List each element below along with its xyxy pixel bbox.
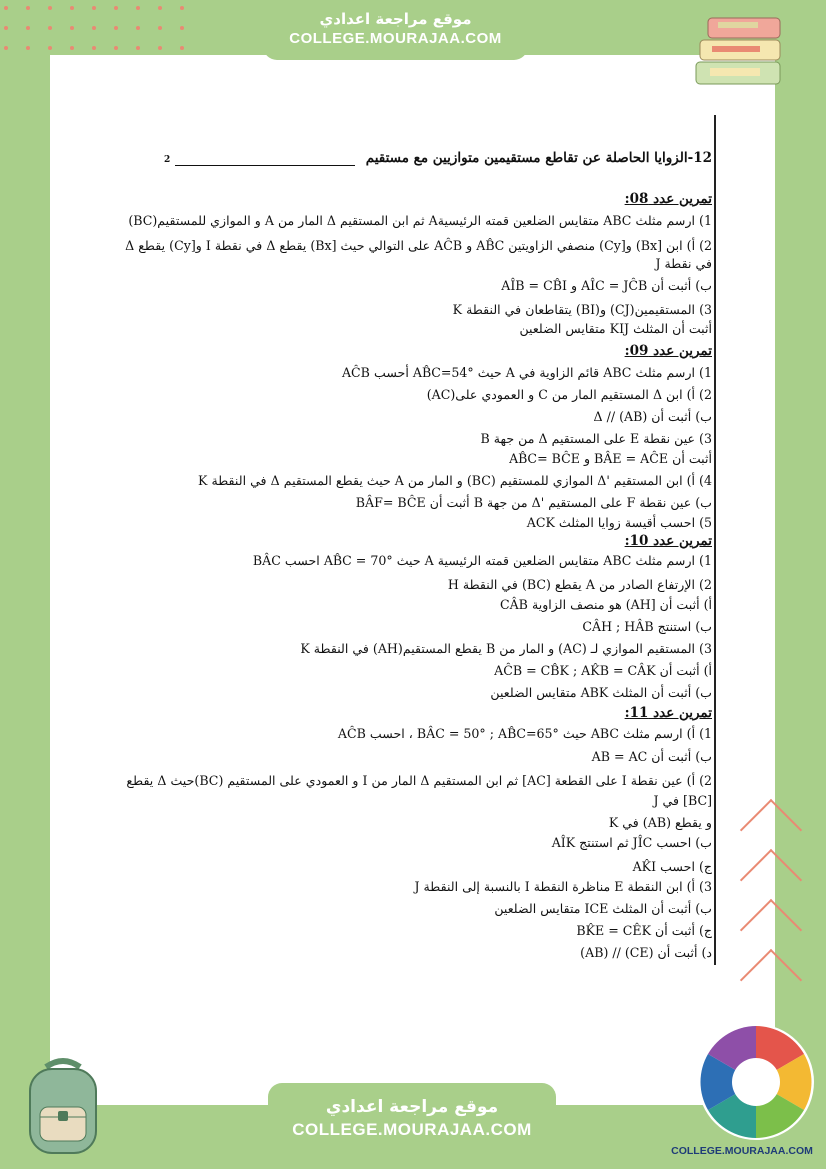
decorative-dot	[4, 26, 8, 30]
exercise-line: 1) ارسم مثلث ABC قائم الزاوية في A حيث AB̂C=54° أحسب AĈB	[341, 365, 712, 380]
footer-logo-url[interactable]: COLLEGE.MOURAJAA.COM	[671, 1145, 813, 1157]
decorative-dot	[114, 26, 118, 30]
footer-banner	[268, 1083, 556, 1149]
decorative-dot	[92, 6, 96, 10]
exercise-line: 2) الإرتفاع الصادر من A يقطع (BC) في النقطة H	[447, 577, 712, 592]
header-site-url[interactable]: COLLEGE.MOURAJAA.COM	[289, 30, 502, 47]
decorative-dot	[26, 6, 30, 10]
decorative-dot	[92, 46, 96, 50]
title-underline	[175, 165, 355, 166]
exercise-line: ب) عين نقطة F على المستقيم 'Δ من جهة B أثبت أن BÂF= BĈE	[355, 495, 712, 510]
exercise-line: 3) عين نقطة E على المستقيم Δ من جهة B	[480, 431, 712, 446]
footer-site-url[interactable]: COLLEGE.MOURAJAA.COM	[292, 1120, 532, 1139]
footer-site-name: موقع مراجعة اعدادي	[325, 1097, 499, 1117]
exercise-line: ب) أثبت أن Δ // (AB)	[593, 409, 712, 424]
exercise-heading: تمرين عدد 11:	[624, 705, 712, 721]
exercise-line: ب) أثبت أن المثلث ICE متقايس الضلعين	[494, 901, 712, 916]
decorative-dot	[92, 26, 96, 30]
school-wheel-logo-icon	[694, 1020, 818, 1144]
decorative-dot	[48, 26, 52, 30]
books-icon	[690, 8, 790, 98]
exercise-line: أ) أثبت أن AĈB = CB̂K ; AK̂B = CÂK	[494, 663, 712, 678]
decorative-dot	[158, 46, 162, 50]
exercise-line: أ) أثبت أن [AH) هو منصف الزاوية CÂB	[499, 597, 712, 612]
exercise-line: ب) احسب JÎC ثم استنتج AÎK	[551, 835, 712, 850]
decorative-dot	[136, 26, 140, 30]
exercise-line: 1) ارسم مثلث ABC متقايس الضلعين قمته الرئيسية A حيث AB̂C = 70° احسب BÂC	[252, 553, 712, 568]
exercise-line: في نقطة J	[655, 256, 712, 271]
decorative-dot	[114, 6, 118, 10]
exercise-heading: تمرين عدد 08:	[624, 191, 712, 207]
header-banner	[263, 4, 528, 60]
exercise-line: 4) أ) ابن المستقيم 'Δ الموازي للمستقيم (BC) و المار من A حيث يقطع المستقيم Δ في النقطة K	[198, 473, 712, 488]
title-marker: 2	[164, 155, 171, 165]
decorative-dot	[136, 46, 140, 50]
exercise-line: د) أثبت أن (CE) // (AB)	[580, 945, 712, 960]
decorative-dot	[70, 6, 74, 10]
margin-line	[714, 115, 716, 965]
exercise-line: 3) أ) ابن النقطة E مناظرة النقطة I بالنسبة إلى النقطة J	[414, 879, 712, 894]
exercise-line: [BC] في J	[653, 793, 712, 808]
exercise-line: و يقطع (AB) في K	[608, 815, 712, 830]
exercise-line: ب) أثبت أن AB = AC	[591, 749, 712, 764]
exercise-heading: تمرين عدد 10:	[624, 533, 712, 549]
exercise-line: ب) أثبت أن AÎC = JĈB و AÎB = CB̂I	[501, 278, 712, 293]
exercise-line: 1) ارسم مثلث ABC متقايس الضلعين قمته الرئيسيةA ثم ابن المستقيم Δ المار من A و الموازي للمستقيم(BC)	[128, 213, 712, 228]
exercise-line: أثبت أن BÂE = AĈE و AB̂C= BĈE	[509, 451, 712, 466]
exercise-line: 2) أ) ابن Δ المستقيم المار من C و العمودي على(AC)	[426, 387, 712, 402]
decorative-dot	[158, 6, 162, 10]
exercise-line: ب) أثبت أن المثلث ABK متقايس الضلعين	[490, 685, 712, 700]
decorative-dot	[136, 6, 140, 10]
decorative-dot	[70, 46, 74, 50]
exercise-line: 3) المستقيمين(CJ) و(BI) يتقاطعان في النقطة K	[452, 302, 712, 317]
decorative-dot	[70, 26, 74, 30]
decorative-dot	[48, 6, 52, 10]
document-title	[112, 150, 712, 166]
exercise-line: 2) أ) عين نقطة I على القطعة [AC] ثم ابن المستقيم Δ المار من I و العمودي على المستقيم (BC)حيث Δ يقطع	[126, 773, 712, 788]
decorative-dot	[158, 26, 162, 30]
backpack-icon	[16, 1055, 111, 1160]
decorative-dot	[48, 46, 52, 50]
exercise-line: 2) أ) ابن [Bx) و[Cy) منصفي الزاويتين AB̂C و AĈB على التوالي حيث [Bx) يقطع Δ في نقطة I و[Cy) يقطع Δ	[125, 238, 712, 253]
exercise-line: ب) استنتج CÂH ; HÂB	[582, 619, 712, 634]
decorative-dot	[4, 6, 8, 10]
decorative-dot	[4, 46, 8, 50]
decorative-dot	[26, 46, 30, 50]
exercise-line: 1) أ) ارسم مثلث ABC حيث BÂC = 50° ; AB̂C=65° ، احسب AĈB	[337, 726, 712, 741]
header-site-name: موقع مراجعة اعدادي	[319, 10, 472, 28]
exercise-line: 5) احسب أقيسة زوايا المثلث ACK	[526, 515, 712, 530]
exercise-line: ج) احسب AK̂I	[632, 859, 712, 874]
decorative-dot	[180, 6, 184, 10]
decorative-dot	[180, 26, 184, 30]
exercise-line: 3) المستقيم الموازي لـ (AC) و المار من B يقطع المستقيم(AH) في النقطة K	[300, 641, 712, 656]
decorative-dot	[114, 46, 118, 50]
decorative-dot	[26, 26, 30, 30]
exercise-heading: تمرين عدد 09:	[624, 343, 712, 359]
exercise-line: أثبت أن المثلث KIJ متقايس الضلعين	[519, 321, 712, 336]
exercise-line: ج) أثبت أن BK̂E = CÊK	[576, 923, 712, 938]
decorative-dot	[180, 46, 184, 50]
title-text: 12-الزوايا الحاصلة عن تقاطع مستقيمين متوازيين مع مستقيم	[365, 150, 712, 166]
document-content	[112, 110, 712, 965]
